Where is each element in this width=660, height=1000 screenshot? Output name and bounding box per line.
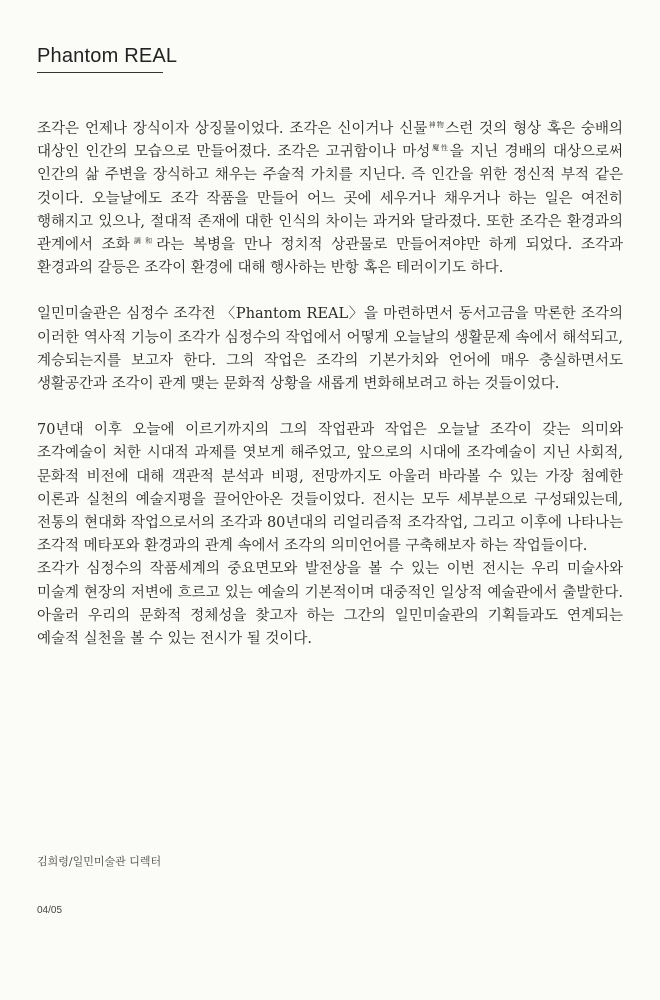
essay-body (37, 118, 623, 651)
title-underline (37, 72, 163, 73)
paragraph-1 (37, 118, 623, 280)
paragraph-3: 70년대 이후 오늘에 이르기까지의 그의 작업관과 작업은 오늘날 조각이 갖는 의미와 조각예술이 처한 시대적 과제를 엿보게 해주었고, 앞으로의 시대에 조각예술이 지닌 사회적, 문화적 비전에 대해 객관적 분석과 비평, 전망까지도 아울러 바라볼 수 있는 가장 첨예한 이론과 실천의 예술지평을 끌어안아온 것들이었다. 전시는 모두 세부분으로 구성돼있는데, 전통의 현대화 작업으로서의 조각과 80년대의 리얼리즘적 조각작업, 그리고 이후에 나타나는 조각적 메타포와 환경과의 관계 속에서 조각의 의미언어를 구축해보자 하는 작업들이다. (37, 422, 623, 555)
hanja-gloss-maseong: 魔性 (430, 144, 450, 153)
paragraph-1-part-2: 스런 것의 형상 혹은 숭배의 대상인 인간의 모습으로 만들어졌다. 조각은 고귀함이나 마성 (37, 121, 624, 161)
page-number: 04/05 (37, 905, 63, 916)
author-signature: 김희령/일민미술관 디렉터 (37, 855, 162, 868)
paragraph-1-part-4: 라는 복병을 만나 정치적 상관물로 만들어져야만 하게 되었다. 조각과 환경과의 갈등은 조각이 환경에 대해 행사하는 반항 혹은 테러이기도 하다. (37, 237, 623, 277)
paragraph-1-part-1: 조각은 언제나 장식이자 상징물이었다. 조각은 신이거나 신물 (37, 121, 428, 137)
paragraph-2: 일민미술관은 심정수 조각전 〈Phantom REAL〉을 마련하면서 동서고금을 막론한 조각의 이러한 역사적 기능이 조각가 심정수의 작업에서 어떻게 오늘날의 생활문제 속에서 해석되고, 계승되는지를 보고자 한다. 그의 작업은 조각의 기본가치와 언어에 매우 충실하면서도 생활공간과 조각이 관계 맺는 문화적 상황을 새롭게 변화해보려고 하는 것들이었다. (37, 306, 623, 393)
hanja-gloss-johwa: 調和 (129, 237, 157, 246)
paragraph-4: 조각가 심정수의 작품세계의 중요면모와 발전상을 볼 수 있는 이번 전시는 우리 미술사와 미술계 현장의 저변에 흐르고 있는 예술의 기본적이며 대중적인 일상적 예술관에서 출발한다. 아울러 우리의 문화적 정체성을 찾고자 하는 그간의 일민미술관의 기획들과도 연계되는 예술적 실천을 볼 수 있는 전시가 될 것이다. (37, 561, 623, 648)
paragraph-1-part-3: 을 지닌 경배의 대상으로써 인간의 삶 주변을 장식하고 채우는 주술적 가치를 지닌다. 즉 인간을 위한 정신적 부적 같은 것이다. 오늘날에도 조각 작품을 만들어 어느 곳에 세우거나 채우거나 하는 일은 여전히 행해지고 있으나, 절대적 존재에 대한 인식의 차이는 과거와 달라졌다. 또한 조각은 환경과의 관계에서 조화 (37, 144, 624, 254)
page-title: Phantom REAL (37, 45, 178, 67)
hanja-gloss-sinmul: 神物 (427, 121, 446, 130)
